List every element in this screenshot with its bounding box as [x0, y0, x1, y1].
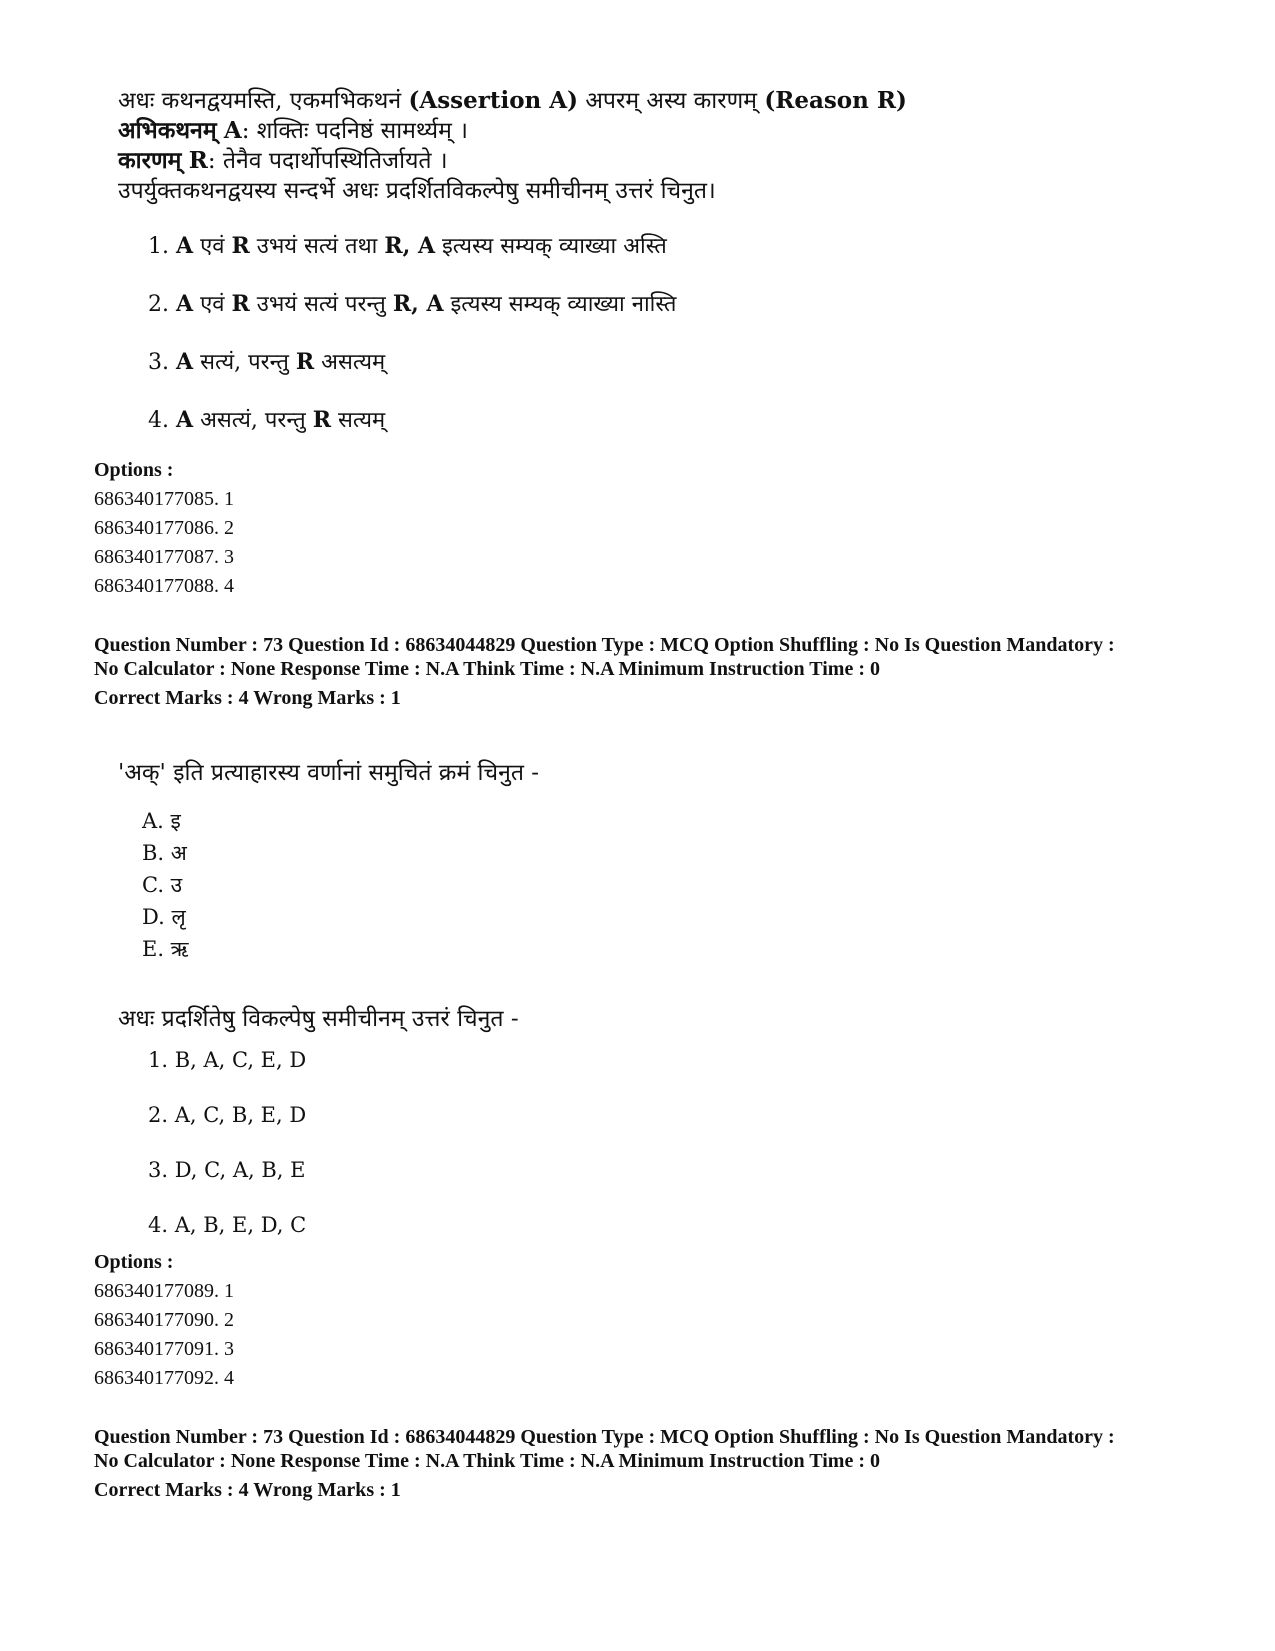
question1-instruction: उपर्युक्तकथनद्वयस्य सन्दर्भे अधः प्रदर्शितविकल्पेषु समीचीनम् उत्तरं चिनुत।: [118, 178, 716, 204]
question1-options: [94, 456, 234, 601]
letter-item: B. अ: [142, 841, 187, 865]
meta-line: Question Number : 73 Question Id : 68634044829 Question Type : MCQ Option Shuffling : No Is Question Mandatory :: [94, 634, 1115, 656]
choice-item: 2. A एवं R उभयं सत्यं परन्तु R, A इत्यस्य सम्यक् व्याख्या नास्ति: [148, 291, 677, 317]
meta-marks: Correct Marks : 4 Wrong Marks : 1: [94, 1479, 401, 1501]
option-item: 686340177086. 2: [94, 517, 234, 539]
option-item: 686340177089. 1: [94, 1280, 234, 1302]
choice-item: 3. D, C, A, B, E: [148, 1158, 306, 1182]
choice-item: 1. A एवं R उभयं सत्यं तथा R, A इत्यस्य सम्यक् व्याख्या अस्ति: [148, 233, 667, 259]
choice-item: 4. A असत्यं, परन्तु R सत्यम्: [148, 407, 386, 433]
option-item: 686340177087. 3: [94, 546, 234, 568]
letter-item: E. ऋ: [142, 937, 189, 961]
assertion-line: अभिकथनम् A: शक्तिः पदनिष्ठं सामर्थ्यम् ।: [118, 117, 468, 144]
question-meta: [94, 633, 1115, 710]
question2-options: [94, 1248, 234, 1393]
letter-item: D. लृ: [142, 905, 186, 929]
meta-line: No Calculator : None Response Time : N.A Think Time : N.A Minimum Instruction Time : 0: [94, 1450, 880, 1472]
meta-line: No Calculator : None Response Time : N.A Think Time : N.A Minimum Instruction Time : 0: [94, 658, 880, 680]
choice-item: 1. B, A, C, E, D: [148, 1048, 307, 1072]
meta-line: Question Number : 73 Question Id : 68634044829 Question Type : MCQ Option Shuffling : No Is Question Mandatory :: [94, 1426, 1115, 1448]
option-item: 686340177085. 1: [94, 488, 234, 510]
question-meta: [94, 1425, 1115, 1502]
options-header: Options :: [94, 1251, 174, 1273]
choice-item: 2. A, C, B, E, D: [148, 1103, 307, 1127]
choice-item: 3. A सत्यं, परन्तु R असत्यम्: [148, 349, 386, 375]
letter-item: C. उ: [142, 873, 183, 897]
question2-instruction: अधः प्रदर्शितेषु विकल्पेषु समीचीनम् उत्तरं चिनुत -: [118, 1006, 519, 1032]
choice-item: 4. A, B, E, D, C: [148, 1213, 307, 1237]
option-item: 686340177090. 2: [94, 1309, 234, 1331]
reason-line: कारणम् R: तेनैव पदार्थोपस्थितिर्जायते ।: [118, 147, 448, 174]
option-item: 686340177092. 4: [94, 1367, 234, 1389]
option-item: 686340177091. 3: [94, 1338, 234, 1360]
options-header: Options :: [94, 459, 174, 481]
question2-letter-list: [142, 805, 189, 965]
question2-choice-list: [148, 1045, 306, 1265]
meta-marks: Correct Marks : 4 Wrong Marks : 1: [94, 687, 401, 709]
question2-stem: 'अक्' इति प्रत्याहारस्य वर्णानां समुचितं क्रमं चिनुत -: [118, 760, 540, 786]
question1-text: [118, 86, 907, 206]
option-item: 686340177088. 4: [94, 575, 234, 597]
letter-item: A. इ: [142, 809, 181, 833]
question1-choice-list: [148, 231, 676, 463]
question1-intro: अधः कथनद्वयमस्ति, एकमभिकथनं (Assertion A) अपरम् अस्य कारणम् (Reason R): [118, 87, 907, 114]
